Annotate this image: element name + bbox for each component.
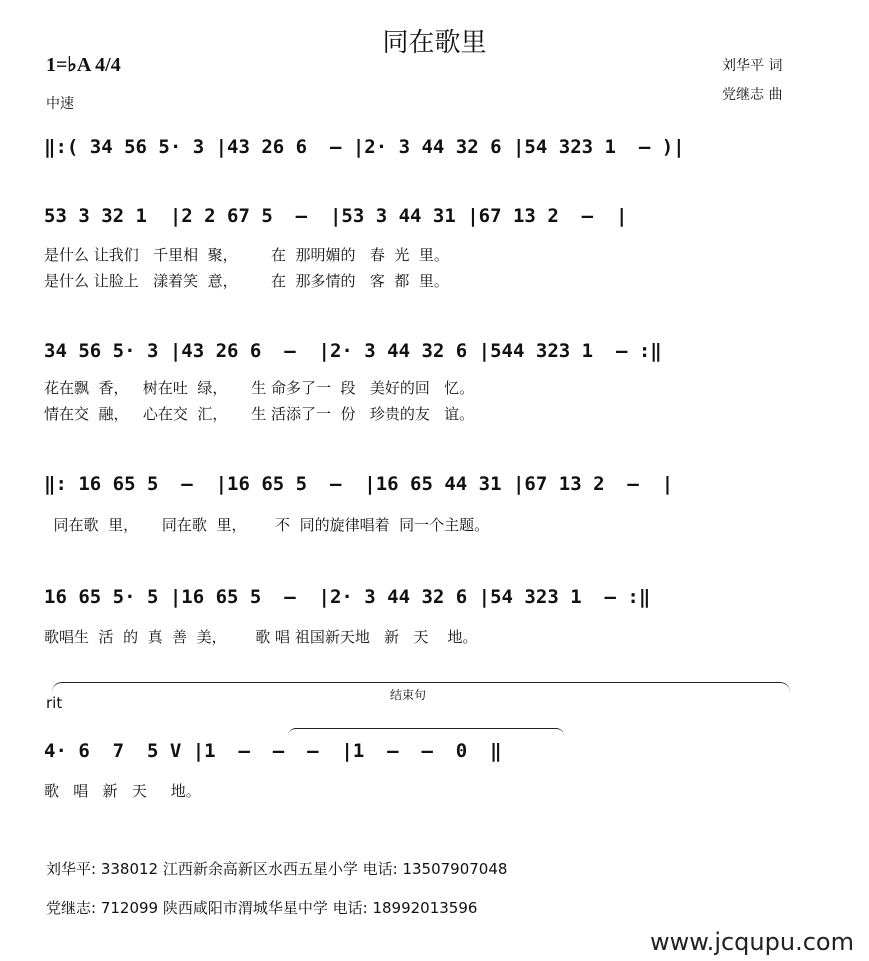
lyricist-contact: 刘华平: 338012 江西新余高新区水西五星小学 电话: 13507907048 [46, 860, 508, 878]
score-line-3: 34 56 5· 3 |43 26 6 – |2· 3 44 32 6 |544 323 1 – :‖ [44, 340, 662, 362]
lyrics-line-3-verse-2: 情在交 融， 心在交 汇， 生 活添了一 份 珍贵的友 谊。 [44, 405, 475, 423]
lyrics-line-4: 同在歌 里， 同在歌 里， 不 同的旋律唱着 同一个主题。 [44, 516, 490, 534]
score-line-4: ‖: 16 65 5 – |16 65 5 – |16 65 44 31 |67 13 2 – | [44, 473, 674, 495]
key-signature: 1=♭A 4/4 [46, 54, 121, 76]
score-line-2: 53 3 32 1 |2 2 67 5 – |53 3 44 31 |67 13 2 – | [44, 205, 628, 227]
tie-arc [288, 728, 564, 739]
lyrics-line-5: 歌唱生 活 的 真 善 美， 歌 唱 祖国新天地 新 天 地。 [44, 628, 478, 646]
composer-contact: 党继志: 712099 陕西咸阳市渭城华星中学 电话: 18992013596 [46, 899, 478, 917]
ending-label: 结束句 [390, 688, 427, 702]
lyricist-credit: 刘华平 词 [722, 58, 783, 74]
lyrics-line-2-verse-2: 是什么 让脸上 漾着笑 意， 在 那多情的 客 都 里。 [44, 272, 449, 290]
rit-marking: rit [46, 694, 63, 712]
score-line-5: 16 65 5· 5 |16 65 5 – |2· 3 44 32 6 |54 323 1 – :‖ [44, 586, 651, 608]
lyrics-line-3-verse-1: 花在飘 香， 树在吐 绿， 生 命多了一 段 美好的回 忆。 [44, 379, 475, 397]
composer-credit: 党继志 曲 [722, 87, 783, 103]
website-watermark: www.jcqupu.com [650, 928, 854, 956]
score-line-6: 4· 6 7 5 V |1 – – – |1 – – 0 ‖ [44, 740, 502, 762]
lyrics-line-6: 歌 唱 新 天 地。 [44, 782, 201, 800]
song-title: 同在歌里 [382, 28, 487, 58]
tempo-marking: 中速 [46, 96, 74, 112]
score-line-1: ‖:( 34 56 5· 3 |43 26 6 – |2· 3 44 32 6 |54 323 1 – )| [44, 136, 685, 158]
lyrics-line-2-verse-1: 是什么 让我们 千里相 聚， 在 那明媚的 春 光 里。 [44, 246, 449, 264]
